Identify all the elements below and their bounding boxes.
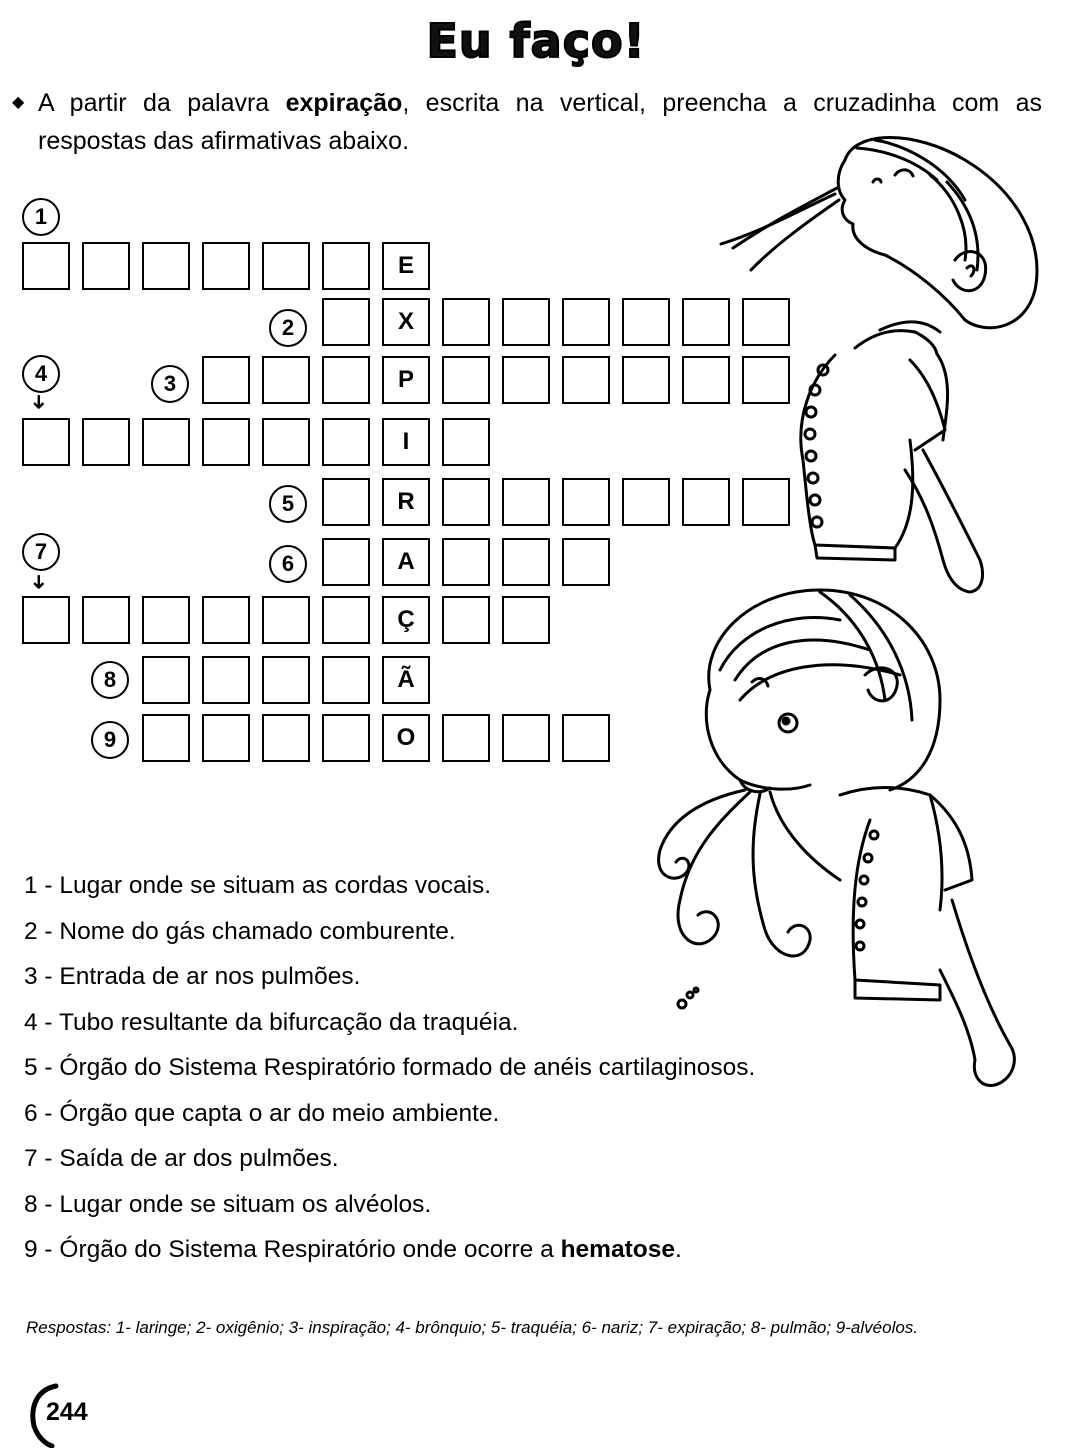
crossword-cell[interactable] <box>442 478 490 526</box>
clue-6: 6 - Órgão que capta o ar do meio ambiente. <box>24 1099 500 1127</box>
answers-text: Respostas: 1- laringe; 2- oxigênio; 3- inspiração; 4- brônquio; 5- traquéia; 6- nariz; 7- expiração; 8- pulmão; 9-alvéolos. <box>26 1318 919 1337</box>
crossword-cell[interactable] <box>622 356 670 404</box>
crossword-cell[interactable] <box>142 656 190 704</box>
crossword-cell[interactable] <box>502 538 550 586</box>
vertical-letter-cell: I <box>382 418 430 466</box>
vertical-letter-cell: E <box>382 242 430 290</box>
crossword-cell[interactable] <box>442 538 490 586</box>
crossword-cell[interactable] <box>142 596 190 644</box>
crossword-cell[interactable] <box>322 298 370 346</box>
crossword-cell[interactable] <box>622 478 670 526</box>
crossword-cell[interactable] <box>322 478 370 526</box>
crossword-cell[interactable] <box>322 356 370 404</box>
bullet-icon: ◆ <box>12 94 25 111</box>
clue-number-8: 8 <box>91 661 129 699</box>
clue-number-9: 9 <box>91 721 129 759</box>
crossword-cell[interactable] <box>442 418 490 466</box>
crossword-cell[interactable] <box>202 596 250 644</box>
crossword-cell[interactable] <box>562 356 610 404</box>
crossword-cell[interactable] <box>442 596 490 644</box>
crossword-cell[interactable] <box>262 242 310 290</box>
crossword-cell[interactable] <box>22 418 70 466</box>
vertical-letter-cell: X <box>382 298 430 346</box>
crossword-cell[interactable] <box>502 298 550 346</box>
crossword-cell[interactable] <box>202 242 250 290</box>
crossword-cell[interactable] <box>502 714 550 762</box>
clue-number-2: 2 <box>269 309 307 347</box>
crossword-cell[interactable] <box>322 538 370 586</box>
crossword-cell[interactable] <box>262 356 310 404</box>
crossword-cell[interactable] <box>22 596 70 644</box>
vertical-letter-cell: A <box>382 538 430 586</box>
crossword-cell[interactable] <box>562 714 610 762</box>
crossword-cell[interactable] <box>322 596 370 644</box>
crossword-cell[interactable] <box>562 478 610 526</box>
clue-number-1: 1 <box>22 198 60 236</box>
crossword-cell[interactable] <box>562 298 610 346</box>
crossword-cell[interactable] <box>502 478 550 526</box>
vertical-letter-cell: Ç <box>382 596 430 644</box>
vertical-letter-cell: Ã <box>382 656 430 704</box>
crossword-cell[interactable] <box>202 356 250 404</box>
crossword-cell[interactable] <box>22 242 70 290</box>
crossword-cell[interactable] <box>622 298 670 346</box>
crossword-cell[interactable] <box>82 242 130 290</box>
crossword-cell[interactable] <box>322 242 370 290</box>
crossword-cell[interactable] <box>262 714 310 762</box>
crossword-cell[interactable] <box>142 418 190 466</box>
clue-2: 2 - Nome do gás chamado comburente. <box>24 917 456 945</box>
clue-number-4: 4 <box>22 355 60 393</box>
child-inhaling-illustration <box>715 120 1065 610</box>
clue-5: 5 - Órgão do Sistema Respiratório formado de anéis cartilaginosos. <box>24 1054 756 1081</box>
crossword-cell[interactable] <box>442 714 490 762</box>
clue-7: 7 - Saída de ar dos pulmões. <box>24 1145 339 1172</box>
crossword-cell[interactable] <box>322 418 370 466</box>
vertical-letter-cell: P <box>382 356 430 404</box>
clue-1: 1 - Lugar onde se situam as cordas vocais. <box>24 872 492 899</box>
crossword-cell[interactable] <box>502 356 550 404</box>
crossword-cell[interactable] <box>82 418 130 466</box>
crossword-cell[interactable] <box>142 714 190 762</box>
down-arrow-icon: ➜ <box>27 393 50 411</box>
clue-number-3: 3 <box>151 365 189 403</box>
crossword-cell[interactable] <box>562 538 610 586</box>
crossword-cell[interactable] <box>442 298 490 346</box>
vertical-letter-cell: O <box>382 714 430 762</box>
crossword-cell[interactable] <box>82 596 130 644</box>
clue-number-5: 5 <box>269 485 307 523</box>
crossword-cell[interactable] <box>202 714 250 762</box>
vertical-letter-cell: R <box>382 478 430 526</box>
crossword-cell[interactable] <box>442 356 490 404</box>
page-title: Eu faço! <box>426 14 646 68</box>
down-arrow-icon: ➜ <box>27 573 50 591</box>
crossword-cell[interactable] <box>322 714 370 762</box>
clue-3: 3 - Entrada de ar nos pulmões. <box>24 963 361 990</box>
instruction-text: A partir da palavra expiração, escrita na vertical, preencha a cruzadinha com as respostas das afirmativas abaixo. <box>38 89 1042 155</box>
crossword-cell[interactable] <box>262 418 310 466</box>
crossword-cell[interactable] <box>322 656 370 704</box>
crossword-cell[interactable] <box>502 596 550 644</box>
crossword-cell[interactable] <box>202 418 250 466</box>
crossword-cell[interactable] <box>262 656 310 704</box>
crossword-cell[interactable] <box>142 242 190 290</box>
clue-4: 4 - Tubo resultante da bifurcação da traquéia. <box>24 1008 519 1036</box>
clue-list <box>24 866 964 1276</box>
crossword-cell[interactable] <box>262 596 310 644</box>
page-number: 244 <box>26 1378 116 1448</box>
clue-number-6: 6 <box>269 545 307 583</box>
clue-8: 8 - Lugar onde se situam os alvéolos. <box>24 1190 432 1218</box>
crossword-cell[interactable] <box>202 656 250 704</box>
clue-9: 9 - Órgão do Sistema Respiratório onde ocorre a hematose. <box>24 1236 682 1263</box>
clue-number-7: 7 <box>22 533 60 571</box>
